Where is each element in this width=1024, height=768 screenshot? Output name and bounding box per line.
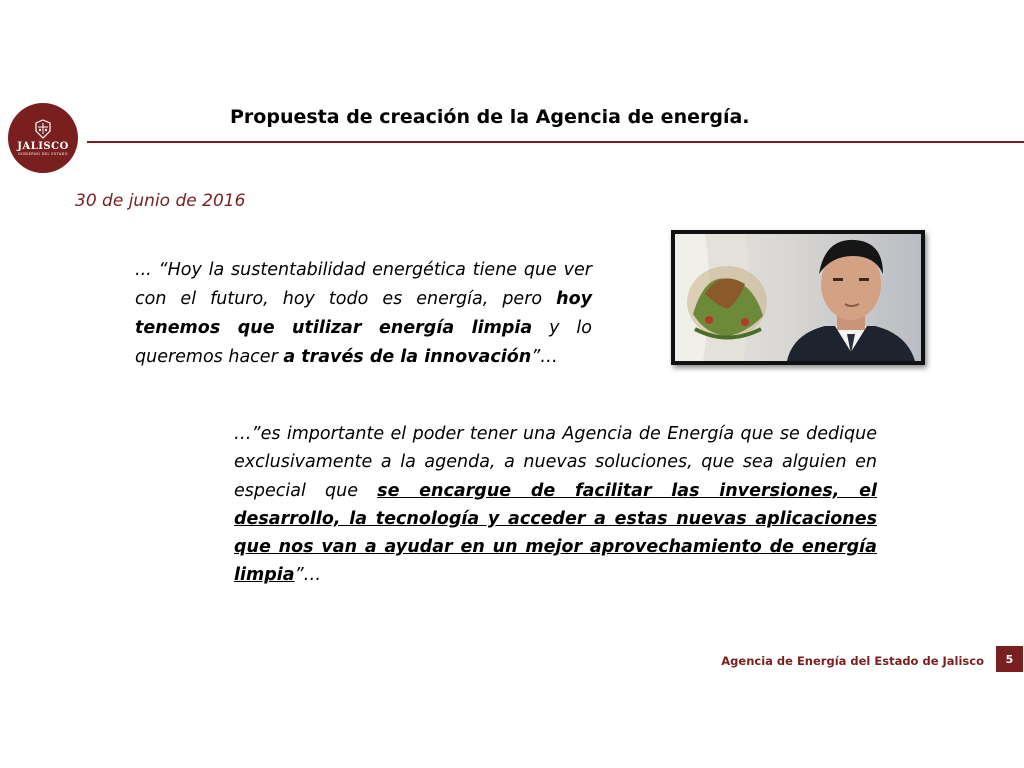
portrait-photo xyxy=(671,230,925,365)
portrait-photo-icon xyxy=(675,234,921,361)
footer-agency-name: Agencia de Energía del Estado de Jalisco xyxy=(721,654,984,668)
quote1-text-2: y lo queremos hacer xyxy=(135,318,592,367)
quote2-text-2: ”… xyxy=(294,565,322,586)
quote1-bold-1: hoy tenemos que utilizar energía limpia xyxy=(135,289,592,338)
crest-icon xyxy=(32,119,54,139)
quote2-text-1: …”es importante el poder tener una Agencia de Energía que se dedique exclusivamente a la agenda, a nuevas soluciones, que sea alguien en especial que xyxy=(234,424,877,501)
jalisco-logo xyxy=(8,103,78,173)
quote-first xyxy=(135,256,592,372)
date-label: 30 de junio de 2016 xyxy=(75,191,246,211)
logo-name: JALISCO xyxy=(17,141,69,152)
quote-second xyxy=(234,420,877,590)
page-number: 5 xyxy=(996,646,1023,672)
quote1-text-1: ... “Hoy la sustentabilidad energética tiene que ver con el futuro, hoy todo es energía, pero xyxy=(135,260,592,309)
page-title: Propuesta de creación de la Agencia de energía. xyxy=(230,106,750,128)
quote1-bold-2: a través de la innovación xyxy=(283,347,532,367)
quote1-text-3: ”… xyxy=(531,347,558,367)
logo-subtitle: GOBIERNO DEL ESTADO xyxy=(18,152,68,156)
title-divider xyxy=(87,141,1024,143)
quote2-bold-underline: se encargue de facilitar las inversiones, el desarrollo, la tecnología y acceder a estas nuevas aplicaciones que nos van a ayudar en un mejor aprovechamiento de energía limpia xyxy=(234,480,877,586)
